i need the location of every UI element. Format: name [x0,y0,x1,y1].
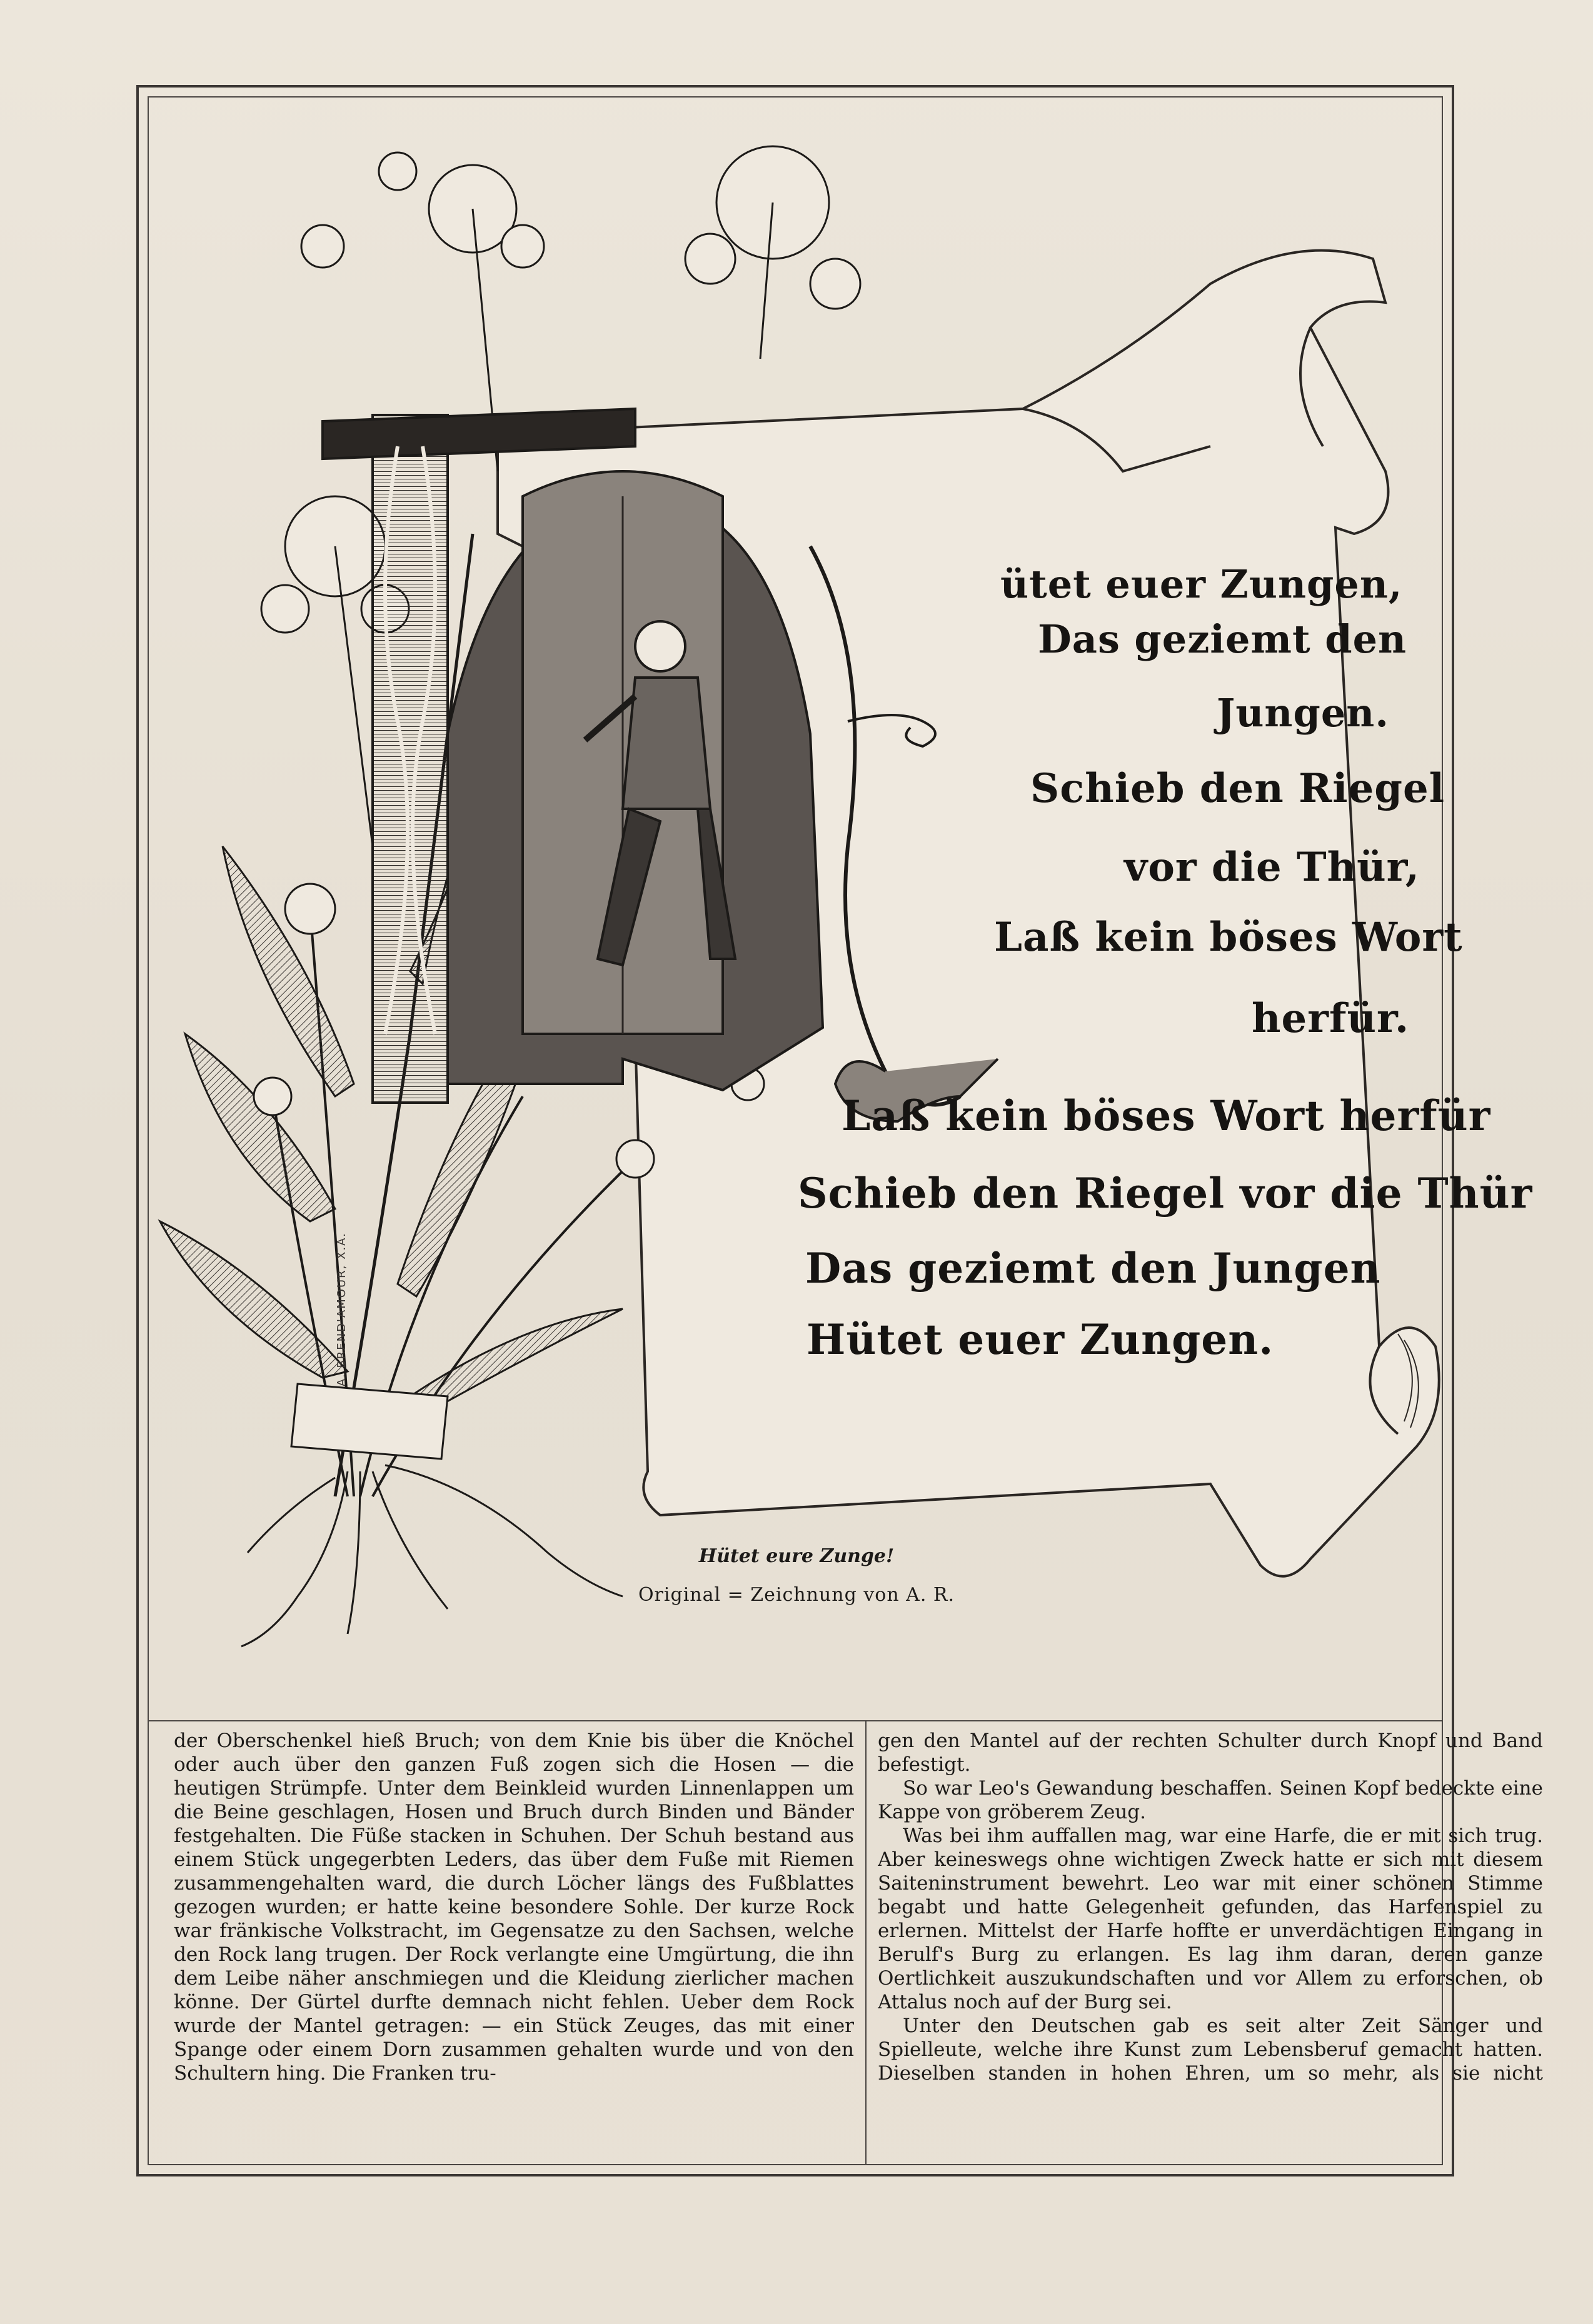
poem-line: Hütet euer Zungen. [807,1315,1274,1364]
poem-line: Schieb den Riegel [1030,765,1445,812]
poem-line: Das geziemt den Jungen [805,1244,1381,1293]
paragraph: Unter den Deutschen gab es seit alter Zeit Sänger und Spielleute, welche ihre Kunst zum Lebensberuf gemacht hatten. Dieselben standen in hohen Ehren, um so mehr, als sie nicht [878,2015,1543,2085]
poem-line: Das geziemt den [1038,616,1407,662]
column-divider [865,1720,867,2165]
column-top-rule [148,1720,1443,1721]
poem-line: vor die Thür, [1124,844,1420,891]
paragraph: Was bei ihm auffallen mag, war eine Harfe, die er mit sich trug. Aber keineswegs ohne wichtigen Zweck hatte er sich mit diesem Saiteninstrument bewehrt. Leo war mit einer schönen Stimme begabt und hatte Gelegenheit gefunden, das Harfenspiel zu erlernen. Mittelst der Harfe hoffte er unverdächtigen Eingang in Berulf's Burg zu erlangen. Es lag ihm daran, deren ganze Oertlichkeit auszukundschaften und vor Allem zu erforschen, ob Attalus noch auf der Burg sei. [878,1825,1543,2013]
poem-line: Laß kein böses Wort herfür [842,1091,1491,1140]
text-column-left [174,1729,854,2160]
poem-line: Jungen. [1217,690,1389,736]
caption-title: Hütet eure Zunge! [698,1545,895,1567]
engraver-signature: A. BREND'AMOUR, X.A. [335,1232,348,1386]
text-column-right [878,1729,1543,2160]
caption-subtitle: Original = Zeichnung von A. R. [638,1584,955,1606]
paragraph: gen den Mantel auf der rechten Schulter durch Knopf und Band befestigt. [878,1730,1543,1776]
paragraph: So war Leo's Gewandung beschaffen. Seinen Kopf bedeckte eine Kappe von gröberem Zeug. [878,1777,1543,1823]
poem-line: Laß kein böses Wort [994,914,1463,961]
poem-line: Schieb den Riegel vor die Thür [798,1169,1533,1218]
paragraph: der Oberschenkel hieß Bruch; von dem Knie bis über die Knöchel oder auch über den ganzen Fuß zogen sich die Hosen — die heutigen Strümpfe. Unter dem Beinkleid wurden Linnenlappen um die Beine geschlagen, Hosen und Bruch durch Binden und Bänder festgehalten. Die Füße stacken in Schuhen. Der Schuh bestand aus einem Stück ungegerbten Leders, das über dem Fuße mit Riemen zusammengehalten ward, die durch Löcher längs des Fußblattes gezogen wurden; er hatte keine besondere Sohle. Der kurze Rock war fränkische Volkstracht, im Gegensatze zu den Sachsen, welche den Rock lang trugen. Der Rock verlangte eine Umgürtung, die ihn dem Leibe näher anschmiegen und die Kleidung zierlicher machen könne. Der Gürtel durfte demnach nicht fehlen. Ueber dem Rock wurde der Mantel getragen: — ein Stück Zeuges, das mit einer Spange oder einem Dorn zusammen gehalten wurde und von den Schultern hing. Die Franken tru- [174,1730,854,2085]
poem-line: herfür. [1252,995,1410,1042]
illustration-engraving [148,96,1443,1709]
poem-line: ütet euer Zungen, [1000,561,1403,607]
